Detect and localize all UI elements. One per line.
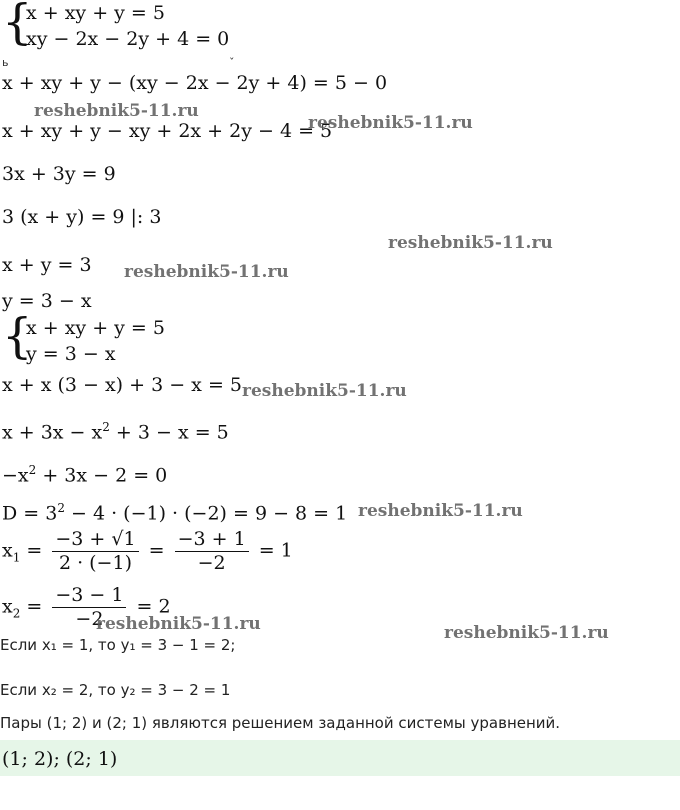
step-line-5: x + y = 3	[2, 254, 92, 276]
answer-box	[0, 740, 680, 776]
step-line-3: 3x + 3y = 9	[2, 163, 116, 185]
step-line-9-pre: −x	[2, 464, 29, 487]
x1-result: = 1	[252, 539, 293, 562]
step-line-4: 3 (x + y) = 9 |: 3	[2, 206, 162, 228]
watermark-7: reshebnik5-11.ru	[96, 614, 261, 634]
if-x1-text: Если x₁ = 1, то y₁ = 3 − 1 = 2;	[0, 636, 236, 654]
x2-fraction-numerator: −3 − 1	[52, 586, 126, 608]
step-line-9-exp: 2	[28, 463, 37, 477]
answer-text: (1; 2); (2; 1)	[2, 748, 118, 770]
discriminant-post: − 4 · (−1) · (−2) = 9 − 8 = 1	[64, 502, 348, 525]
x1-fraction-1-numerator: −3 + √1	[52, 530, 138, 552]
x2-fraction-denominator: −2	[75, 608, 104, 630]
stray-mark: ь	[2, 56, 9, 69]
x1-fraction-1-denominator: 2 · (−1)	[58, 552, 132, 574]
watermark-2: reshebnik5-11.ru	[308, 113, 473, 133]
watermark-5: reshebnik5-11.ru	[242, 381, 407, 401]
step-line-8-pre: x + 3x − x	[2, 421, 103, 444]
x2-symbol: x	[2, 595, 13, 618]
x1-eq: =	[20, 539, 49, 562]
step-line-7: x + x (3 − x) + 3 − x = 5	[2, 374, 242, 396]
stray-mark-2: ˇ	[229, 56, 235, 69]
step-line-8-post: + 3 − x = 5	[109, 421, 229, 444]
discriminant-pre: D = 3	[2, 502, 58, 525]
discriminant-line	[2, 502, 347, 523]
x1-fraction-2-denominator: −2	[197, 552, 226, 574]
system2-equation-2: y = 3 − x	[26, 343, 116, 365]
x1-eq-2: =	[142, 539, 171, 562]
x1-symbol: x	[2, 539, 13, 562]
watermark-6: reshebnik5-11.ru	[358, 501, 523, 521]
step-line-2: x + xy + y − xy + 2x + 2y − 4 = 5	[2, 120, 333, 142]
step-line-6: y = 3 − x	[2, 290, 92, 312]
watermark-1: reshebnik5-11.ru	[34, 101, 199, 121]
watermark-8: reshebnik5-11.ru	[444, 623, 609, 643]
pairs-conclusion-text: Пары (1; 2) и (2; 1) являются решением заданной системы уравнений.	[0, 714, 561, 732]
if-x2-text: Если x₂ = 2, то y₂ = 3 − 2 = 1	[0, 681, 231, 699]
system1-equation-2: xy − 2x − 2y + 4 = 0	[26, 28, 230, 50]
watermark-4: reshebnik5-11.ru	[124, 262, 289, 282]
step-line-8-exp: 2	[102, 420, 110, 434]
step-line-8	[2, 421, 229, 442]
step-line-9-post: + 3x − 2 = 0	[36, 464, 168, 487]
x1-fraction-2-numerator: −3 + 1	[175, 530, 249, 552]
x2-result: = 2	[130, 595, 171, 618]
x1-fraction-1	[52, 530, 138, 573]
x2-subscript: 2	[12, 606, 21, 621]
root-x1-line	[2, 530, 293, 573]
system1-equation-1: x + xy + y = 5	[26, 2, 165, 24]
watermark-3: reshebnik5-11.ru	[388, 233, 553, 253]
x1-subscript: 1	[12, 550, 21, 565]
x2-eq: =	[20, 595, 49, 618]
step-line-9	[2, 464, 167, 485]
system2-equation-1: x + xy + y = 5	[26, 317, 165, 339]
x1-fraction-2	[175, 530, 249, 573]
discriminant-exp: 2	[57, 501, 65, 515]
system-brace-1: {	[2, 0, 33, 50]
step-line-1: x + xy + y − (xy − 2x − 2y + 4) = 5 − 0	[2, 72, 388, 94]
system-brace-2: {	[2, 308, 33, 364]
